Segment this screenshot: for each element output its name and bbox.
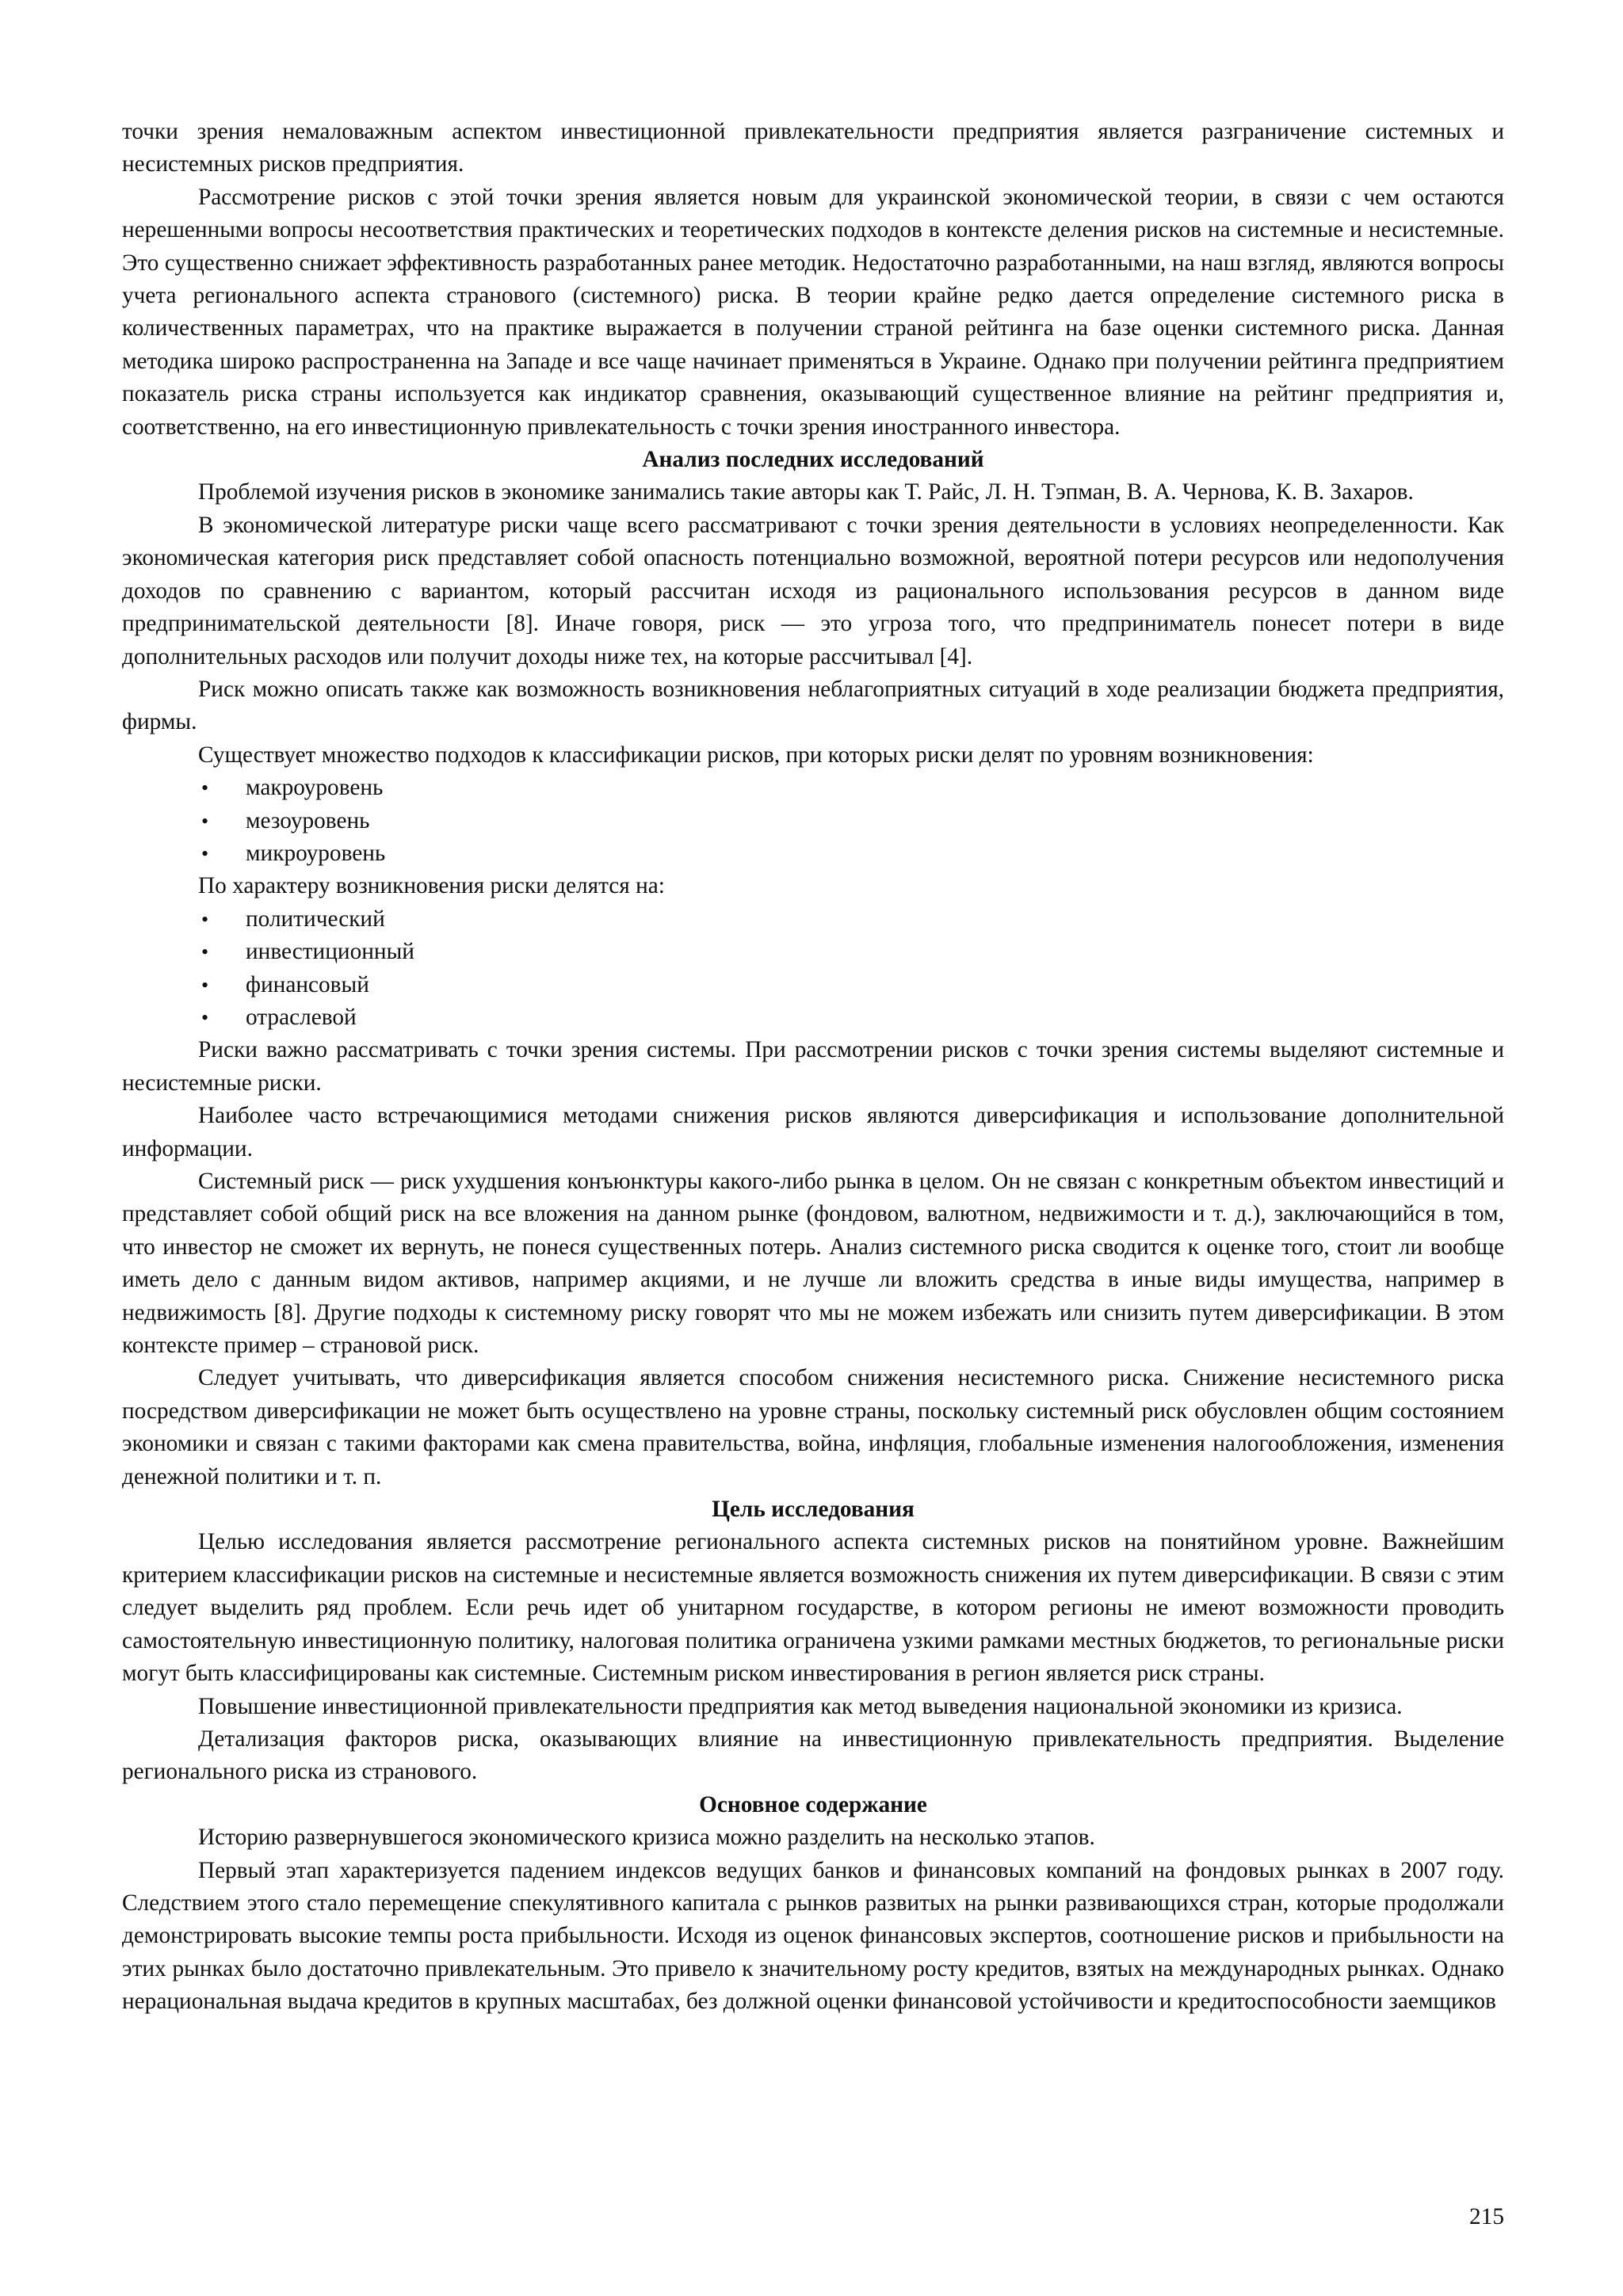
paragraph: Детализация факторов риска, оказывающих влияние на инвестиционную привлекательность предприятия. Выделение регионального риска из странового.	[122, 1726, 1504, 1785]
bullet-icon: •	[201, 1005, 209, 1029]
list-item	[122, 936, 1504, 968]
list-item-text: инвестиционный	[246, 939, 414, 965]
bullet-icon: •	[201, 809, 209, 833]
paragraph: точки зрения немаловажным аспектом инвестиционной привлекательности предприятия является разграничение системных и несистемных рисков предприятия.	[122, 119, 1504, 177]
paragraph: Риски важно рассматривать с точки зрения системы. При рассмотрении рисков с точки зрения системы выделяют системные и несистемные риски.	[122, 1037, 1504, 1096]
paragraph: Следует учитывать, что диверсификация является способом снижения несистемного риска. Снижение несистемного риска посредством диверсификации не может быть осуществлено на уровне страны, поскольку системный риск обусловлен общим состоянием экономики и связан с такими факторами как смена правительства, война, инфляция, глобальные изменения налогообложения, изменения денежной политики и т. п.	[122, 1365, 1504, 1489]
list-item	[122, 772, 1504, 804]
paragraph: Повышение инвестиционной привлекательности предприятия как метод выведения национальной экономики из кризиса.	[198, 1693, 1403, 1719]
list-item-text: отраслевой	[246, 1004, 357, 1030]
levels-list	[122, 772, 1504, 870]
bullet-icon: •	[201, 940, 209, 964]
paragraph: Системный риск — риск ухудшения конъюнктуры какого-либо рынка в целом. Он не связан с конкретным объектом инвестиций и представляет собой общий риск на все вложения на данном рынке (фондовом, валютном, недвижимости и т. д.), заключающийся в том, что инвестор не сможет их вернуть, не понеся существенных потерь. Анализ системного риска сводится к оценке того, стоит ли вообще иметь дело с данным видом активов, например акциями, и не лучше ли вложить средства в иные виды имущества, например в недвижимость [8]. Другие подходы к системному риску говорят что мы не можем избежать или снизить путем диверсификации. В этом контексте пример – страновой риск.	[122, 1169, 1504, 1359]
character-list	[122, 903, 1504, 1035]
list-item	[122, 1001, 1504, 1034]
paragraph: Историю развернувшегося экономического кризиса можно разделить на несколько этапов.	[198, 1825, 1095, 1851]
list-item	[122, 903, 1504, 936]
list-item	[122, 805, 1504, 837]
paragraph: Существует множество подходов к классификации рисков, при которых риски делят по уровням возникновения:	[198, 742, 1314, 768]
paragraph: В экономической литературе риски чаще всего рассматривают с точки зрения деятельности в условиях неопределенности. Как экономическая категория риск представляет собой опасность потенциально возможной, вероятной потери ресурсов или недополучения доходов по сравнению с вариантом, который рассчитан исходя из рационального использования ресурсов в данном виде предпринимательской деятельности [8]. Иначе говоря, риск — это угроза того, что предприниматель понесет потери в виде дополнительных расходов или получит доходы ниже тех, на которые рассчитывал [4].	[122, 512, 1504, 669]
list-item-text: политический	[246, 906, 385, 932]
page-number: 215	[1469, 2204, 1504, 2229]
list-item	[122, 969, 1504, 1001]
document-page	[122, 116, 1504, 2019]
bullet-icon: •	[201, 841, 209, 865]
bullet-icon: •	[201, 776, 209, 800]
paragraph: Рассмотрение рисков с этой точки зрения является новым для украинской экономической теории, в связи с чем остаются нерешенными вопросы несоответствия практических и теоретических подходов в контексте деления рисков на системные и несистемные. Это существенно снижает эффективность разработанных ранее методик. Недостаточно разработанными, на наш взгляд, являются вопросы учета регионального аспекта странового (системного) риска. В теории крайне редко дается определение системного риска в количественных параметрах, что на практике выражается в получении страной рейтинга на базе оценки системного риска. Данная методика широко распространенна на Западе и все чаще начинает применяться в Украине. Однако при получении рейтинга предприятием показатель риска страны используется как индикатор сравнения, оказывающий существенное влияние на рейтинг предприятия и, соответственно, на его инвестиционную привлекательность с точки зрения иностранного инвестора.	[122, 184, 1504, 440]
paragraph: Целью исследования является рассмотрение регионального аспекта системных рисков на понятийном уровне. Важнейшим критерием классификации рисков на системные и несистемные является возможность снижения их путем диверсификации. В связи с этим следует выделить ряд проблем. Если речь идет об унитарном государстве, в котором регионы не имеют возможности проводить самостоятельную инвестиционную политику, налоговая политика ограничена узкими рамками местных бюджетов, то региональные риски могут быть классифицированы как системные. Системным риском инвестирования в регион является риск страны.	[122, 1529, 1504, 1687]
list-item-text: финансовый	[246, 971, 369, 997]
section-heading-goal: Цель исследования	[712, 1497, 915, 1523]
bullet-icon: •	[201, 973, 209, 997]
bullet-icon: •	[201, 907, 209, 931]
paragraph: Наиболее часто встречающимися методами снижения рисков являются диверсификация и использование дополнительной информации.	[122, 1103, 1504, 1161]
list-item-text: мезоуровень	[246, 807, 370, 833]
section-heading-main: Основное содержание	[699, 1791, 927, 1817]
list-item	[122, 837, 1504, 870]
paragraph: Первый этап характеризуется падением индексов ведущих банков и финансовых компаний на фондовых рынках в 2007 году. Следствием этого стало перемещение спекулятивного капитала с рынков развитых на рынки развивающихся стран, которые продолжали демонстрировать высокие темпы роста прибыльности. Исходя из оценок финансовых экспертов, соотношение рисков и прибыльности на этих рынках было достаточно привлекательным. Это привело к значительному росту кредитов, взятых на международных рынках. Однако нерациональная выдача кредитов в крупных масштабах, без должной оценки финансовой устойчивости и кредитоспособности заемщиков	[122, 1857, 1504, 2015]
section-heading-analysis: Анализ последних исследований	[642, 447, 984, 473]
list-item-text: макроуровень	[246, 775, 384, 801]
list-item-text: микроуровень	[246, 840, 386, 866]
paragraph: Проблемой изучения рисков в экономике занимались такие авторы как Т. Райс, Л. Н. Тэпман, В. А. Чернова, К. В. Захаров.	[198, 479, 1414, 505]
paragraph: Риск можно описать также как возможность возникновения неблагоприятных ситуаций в ходе реализации бюджета предприятия, фирмы.	[122, 676, 1504, 735]
paragraph: По характеру возникновения риски делятся на:	[198, 873, 665, 899]
